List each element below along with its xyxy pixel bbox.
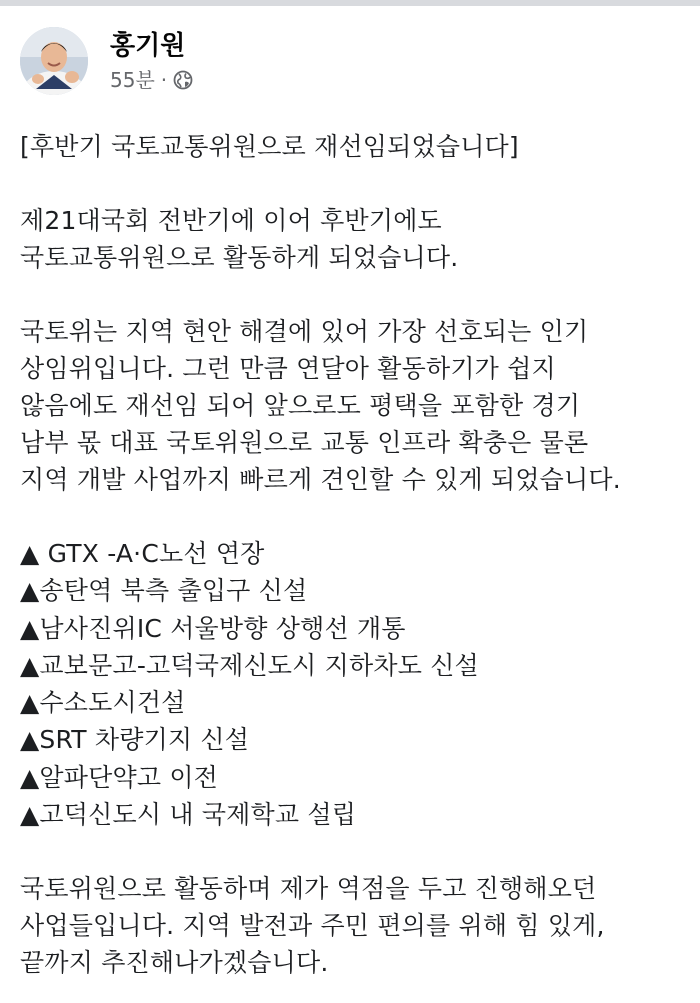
paragraph-line: 국토위원으로 활동하며 제가 역점을 두고 진행해오던 bbox=[20, 874, 597, 904]
paragraph-line: 국토교통위원으로 활동하게 되었습니다. bbox=[20, 243, 459, 272]
post-header bbox=[20, 26, 193, 96]
bullet-item: ▲교보문고-고덕국제신도시 지하차도 신설 bbox=[20, 650, 479, 680]
paragraph-line: 사업들입니다. 지역 발전과 주민 편의를 위해 힘 있게, bbox=[20, 911, 605, 941]
paragraph-line: 남부 몫 대표 국토위원으로 교통 인프라 확충은 물론 bbox=[20, 428, 589, 457]
post-body bbox=[20, 128, 690, 981]
bullet-item: ▲고덕신도시 내 국제학교 설립 bbox=[20, 800, 357, 830]
top-divider bbox=[0, 0, 700, 6]
bullet-item: ▲송탄역 북측 출입구 신설 bbox=[20, 576, 308, 606]
post-title: [후반기 국토교통위원으로 재선임되었습니다] bbox=[20, 132, 519, 161]
globe-icon bbox=[173, 70, 193, 90]
paragraph-line: 상임위입니다. 그런 만큼 연달아 활동하기가 쉽지 bbox=[20, 354, 556, 383]
separator-dot: · bbox=[160, 68, 168, 92]
bullet-item: ▲SRT 차량기지 신설 bbox=[20, 725, 250, 755]
avatar[interactable] bbox=[20, 27, 88, 95]
paragraph-line: 지역 개발 사업까지 빠르게 견인할 수 있게 되었습니다. bbox=[20, 465, 621, 494]
paragraph-line: 끝까지 추진해나가겠습니다. bbox=[20, 948, 329, 978]
post-timestamp[interactable]: 55분 bbox=[110, 68, 155, 92]
bullet-item: ▲ GTX -A·C노선 연장 bbox=[20, 539, 265, 568]
bullet-item: ▲알파단약고 이전 bbox=[20, 762, 219, 792]
bullet-item: ▲남사진위IC 서울방향 상행선 개통 bbox=[20, 613, 406, 643]
author-name[interactable]: 홍기원 bbox=[110, 31, 186, 61]
paragraph-line: 국토위는 지역 현안 해결에 있어 가장 선호되는 인기 bbox=[20, 317, 589, 346]
paragraph-line: 제21대국회 전반기에 이어 후반기에도 bbox=[20, 206, 442, 235]
bullet-item: ▲수소도시건설 bbox=[20, 688, 186, 718]
paragraph-line: 않음에도 재선임 되어 앞으로도 평택을 포함한 경기 bbox=[20, 391, 581, 420]
